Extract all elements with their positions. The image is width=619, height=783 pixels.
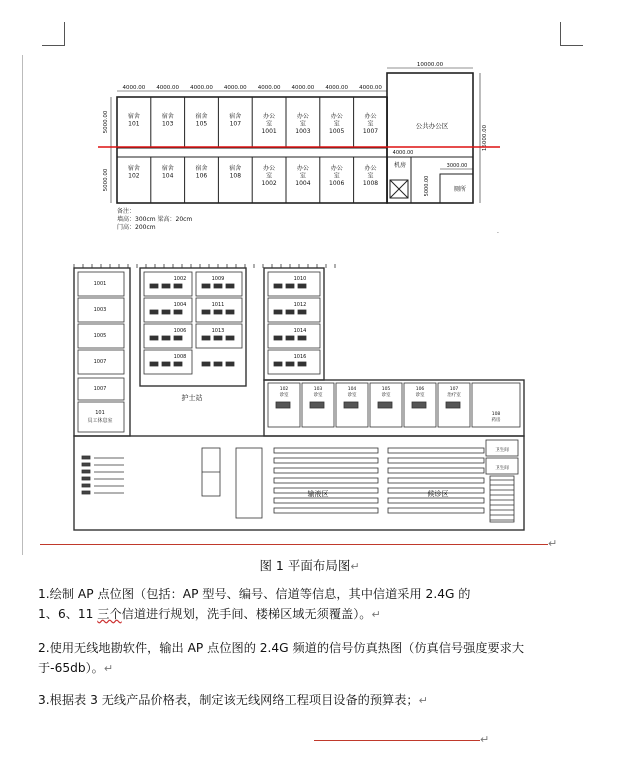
room-label: 1007	[362, 128, 379, 135]
room-label: 室	[367, 172, 374, 180]
room-label: 室	[299, 172, 306, 180]
bed	[162, 310, 170, 314]
plan-note: 备注：	[117, 208, 136, 215]
bed	[150, 284, 158, 288]
dimension-text: 5000.00	[103, 110, 109, 134]
room-label: 诊室	[415, 393, 425, 398]
item-2-text: 2.使用无线地勘软件，输出 AP 点位图的 2.4G 频道的信号仿真热图（仿真信号强度要求大于-65db）。	[38, 641, 525, 675]
room-number: 1006	[173, 328, 187, 334]
bed	[298, 310, 306, 314]
bed	[202, 284, 210, 288]
bed	[174, 284, 182, 288]
room-number: 1012	[293, 302, 307, 308]
machine-room-label: 机房	[393, 162, 407, 169]
room-label: 108	[229, 172, 242, 180]
toilet-label: 厕所	[453, 186, 467, 193]
room-label: 宿舍	[229, 113, 242, 120]
room-label: 1004	[295, 180, 311, 187]
room-number: 1002	[173, 276, 187, 282]
bed	[150, 362, 158, 366]
legend-mark	[82, 463, 90, 466]
room-label: 宿舍	[195, 113, 208, 120]
return-mark: ↵	[548, 537, 558, 550]
caption-text: 图 1 平面布局图	[259, 558, 351, 573]
dimension-text: 5000.00	[103, 168, 109, 192]
bed	[202, 310, 210, 314]
seat-row	[274, 468, 378, 473]
item-1-line-1: 1.绘制 AP 点位图（包括：AP 型号、编号、信道等信息，其中信道采用 2.4G 的	[38, 587, 471, 601]
dimension-text: 4000.00	[325, 85, 349, 91]
bed	[286, 362, 294, 366]
room-label: 宿舍	[127, 113, 140, 120]
waiting-area-label: 候诊区	[427, 490, 449, 498]
room-number: 1001	[93, 281, 107, 287]
room-label: 宿舍	[127, 165, 140, 172]
room-label: 办公	[330, 165, 343, 172]
desk	[446, 402, 460, 408]
item-1-line-2: 信道进行规划，洗手间、楼梯区域无须覆盖）。	[121, 607, 372, 621]
room-number: 1008	[173, 354, 187, 360]
room-number: 1009	[211, 276, 225, 282]
seat-row	[388, 458, 484, 463]
room-number: 1005	[93, 333, 107, 339]
room-label: 105	[195, 120, 208, 128]
room-label: 卫生间	[495, 466, 509, 471]
item-3	[38, 690, 583, 711]
legend-mark	[82, 491, 90, 494]
room-label: 诊室	[347, 393, 357, 398]
room-number: 1014	[293, 328, 307, 334]
room-label: 办公	[296, 113, 309, 120]
room-label: 宿舍	[161, 165, 174, 172]
seat-row	[388, 448, 484, 453]
room-label: 办公	[296, 165, 309, 172]
dimension-text: 4000.00	[190, 85, 213, 91]
seat-row	[274, 478, 378, 483]
dimension-text: 5000.00	[424, 175, 430, 197]
bed	[214, 284, 222, 288]
bed	[226, 310, 234, 314]
seat-row	[274, 508, 378, 513]
figure-caption	[0, 556, 619, 574]
spellcheck-word: 三个	[97, 607, 122, 621]
dimension-text: 4000.00	[156, 85, 180, 91]
public-office-outline	[387, 73, 473, 203]
legend-mark	[82, 456, 90, 459]
legend-mark	[82, 477, 90, 480]
room-label: 诊室	[279, 393, 289, 398]
bed	[150, 310, 158, 314]
bottom-line	[314, 740, 480, 741]
plan-note: 墙高：300cm 梁高：20cm	[117, 216, 193, 223]
bed	[214, 310, 222, 314]
bed	[162, 336, 170, 340]
item-3-text: 3.根据表 3 无线产品价格表，制定该无线网络工程项目设备的预算表；	[38, 693, 419, 707]
bed	[214, 336, 222, 340]
room-label: 1008	[362, 180, 379, 187]
return-mark: ↵	[350, 560, 360, 573]
room-label: 员工休息室	[87, 418, 113, 424]
room-number: 1007	[93, 386, 107, 392]
bed	[226, 336, 234, 340]
bed	[174, 310, 182, 314]
separator-line	[40, 544, 548, 545]
seat-row	[274, 458, 378, 463]
room-number: 104	[347, 387, 357, 392]
room-label: 1005	[329, 128, 345, 135]
seat-row	[274, 498, 378, 503]
room-label: 1003	[295, 128, 311, 135]
floor-plan-1	[0, 0, 619, 240]
return-mark: ↵	[103, 662, 114, 675]
room-label: 宿舍	[229, 165, 242, 172]
room-label: 102	[128, 172, 140, 180]
bed	[150, 336, 158, 340]
room-number: 103	[313, 387, 323, 392]
room-label: 室	[266, 120, 273, 128]
room-label: 宿舍	[195, 165, 208, 172]
bed	[274, 284, 282, 288]
bed	[298, 336, 306, 340]
bed	[174, 336, 182, 340]
legend-mark	[82, 484, 90, 487]
dimension-text: 3000.00	[446, 163, 468, 169]
bed	[202, 362, 210, 366]
clinic-block	[264, 380, 524, 436]
seat-row	[274, 448, 378, 453]
desk	[344, 402, 358, 408]
bed	[162, 362, 170, 366]
room-label: 治疗室	[447, 393, 461, 398]
room-number: 1013	[211, 328, 225, 334]
bed	[174, 362, 182, 366]
room-number: 1004	[173, 302, 187, 308]
item-1-channels: 1、6、11	[38, 607, 98, 621]
plan-note: 门高：200cm	[117, 224, 156, 231]
floor-plan-2	[0, 250, 619, 540]
dimension-text: 4000.00	[223, 85, 247, 91]
seat-row	[388, 498, 484, 503]
room-label: 办公	[364, 113, 377, 120]
bed	[286, 336, 294, 340]
bed	[298, 284, 306, 288]
dimension-text: 10000.00	[416, 62, 444, 68]
desk	[310, 402, 324, 408]
bed	[298, 362, 306, 366]
return-mark: ↵	[480, 733, 490, 746]
bed	[286, 284, 294, 288]
room-label: 办公	[364, 165, 377, 172]
seat-row	[388, 468, 484, 473]
bed	[274, 310, 282, 314]
room-number: 1007	[93, 359, 107, 365]
seat-row	[388, 508, 484, 513]
return-mark: ↵	[418, 694, 428, 707]
room-number: 105	[381, 387, 391, 392]
dimension-text: 15000.00	[482, 124, 488, 152]
bed	[286, 310, 294, 314]
room-number: 108	[491, 412, 501, 417]
legend-mark	[82, 470, 90, 473]
bed	[274, 336, 282, 340]
desk	[378, 402, 392, 408]
room-label: 106	[195, 172, 208, 180]
room-label: 办公	[263, 113, 276, 120]
bed	[274, 362, 282, 366]
bed	[226, 284, 234, 288]
infusion-area-label: 输液区	[307, 490, 329, 498]
dimension-text: 4000.00	[291, 85, 315, 91]
room-label: 室	[333, 120, 340, 128]
room-label: 室	[333, 172, 340, 180]
room-label: 室	[266, 172, 273, 180]
room-label: 1001	[261, 128, 277, 135]
bed	[162, 284, 170, 288]
room-label: 宿舍	[161, 113, 174, 120]
public-office-label: 公共办公区	[415, 122, 449, 130]
room-number: 1016	[293, 354, 307, 360]
seat-row	[388, 478, 484, 483]
return-mark: ↵	[371, 608, 381, 621]
desk	[276, 402, 290, 408]
room-label: 101	[128, 120, 140, 128]
room-label: 室	[367, 120, 374, 128]
room-label: 104	[161, 172, 174, 180]
nurse-station-label: 护士站	[181, 394, 203, 402]
room-label: 107	[229, 120, 242, 128]
corridor	[236, 448, 262, 518]
dimension-text: 4000.00	[257, 85, 281, 91]
bed	[202, 336, 210, 340]
room-number: 102	[279, 387, 289, 392]
room-label: 1006	[329, 180, 345, 187]
room-number: 1010	[293, 276, 307, 282]
room-label: 103	[161, 120, 174, 128]
dimension-text: 4000.00	[122, 85, 146, 91]
room-label: 1002	[261, 180, 277, 187]
plan-dot: .	[497, 228, 499, 235]
room-label: 诊室	[313, 393, 323, 398]
dimension-text: 4000.00	[392, 150, 414, 156]
item-2	[38, 638, 583, 679]
room-number: 1003	[93, 307, 107, 313]
room-label: 诊室	[381, 393, 391, 398]
room-label: 药房	[491, 418, 501, 423]
bed	[226, 362, 234, 366]
room-number: 106	[415, 387, 425, 392]
room	[78, 402, 124, 432]
room-label: 室	[299, 120, 306, 128]
room-number: 107	[449, 387, 459, 392]
desk	[412, 402, 426, 408]
room-label: 办公	[263, 165, 276, 172]
room-number: 1011	[211, 302, 225, 308]
bed	[214, 362, 222, 366]
dimension-text: 4000.00	[359, 85, 382, 91]
room-label: 卫生间	[495, 448, 509, 453]
room-label: 办公	[330, 113, 343, 120]
room-number: 101	[95, 410, 105, 416]
item-1	[38, 584, 583, 625]
